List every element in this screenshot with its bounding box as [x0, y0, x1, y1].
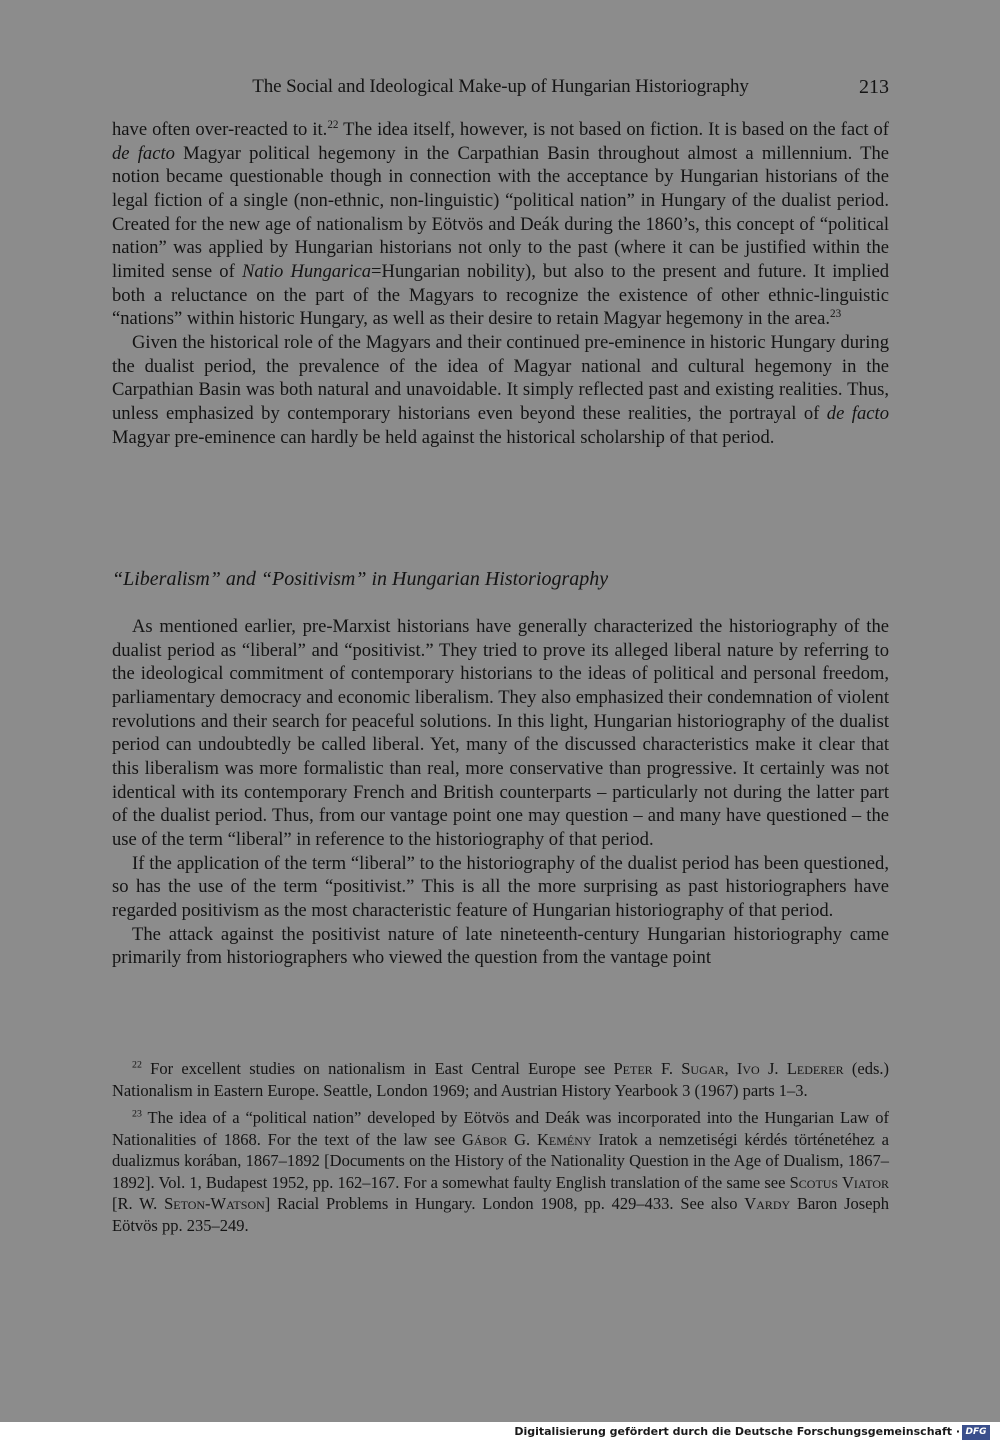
footer-bar [0, 1422, 1000, 1444]
footnote-text: Iratok a nemzetiségi kérdés történetéhez a dualizmus korában, 1867–1892 [Documents on the History of the Nationality Question in the Age of Dualism, 1867–1892]. Vol. 1, Budapest 1952, pp. 162–167. For a somewhat faulty English translation of the same see [112, 1129, 889, 1192]
footnote-text: [R. W. [112, 1194, 165, 1213]
page-number: 213 [859, 76, 889, 98]
author-name: Scotus Viator [789, 1172, 889, 1192]
footnote-number: 23 [132, 1108, 142, 1120]
footnote-number: 22 [132, 1059, 142, 1071]
author-name: Peter F. Sugar [613, 1059, 725, 1078]
footnote-23 [112, 1107, 889, 1236]
paragraph-text: The idea itself, however, is not based on fiction. It is based on the fact of [338, 119, 889, 140]
footnote-text: (eds.) Nationalism in Eastern Europe. Seattle, London 1969; and Austrian History Yearbook 3 (1967) parts 1–3. [112, 1059, 890, 1100]
paragraph-1 [112, 118, 889, 331]
paragraph-4: If the application of the term “liberal” to the historiography of the dualist period has been questioned, so has the use of the term “positivist.” This is all the more surprising as past historiographers have regarded positivism as the most characteristic feature of Hungarian historiography of that period. [112, 852, 889, 921]
section-heading: “Liberalism” and “Positivism” in Hungarian Historiography [112, 568, 609, 590]
author-name: Seton-Watson [164, 1194, 265, 1213]
funding-credit: Digitalisierung gefördert durch die Deutsche Forschungsgemeinschaft · [514, 1425, 960, 1438]
footnote-text: The idea of a “political nation” developed by Eötvös and Deák was incorporated into the Hungarian Law of Nationalities of 1868. For the text of the law see [112, 1108, 889, 1149]
running-title: The Social and Ideological Make-up of Hungarian Historiography [252, 76, 749, 97]
footnote-text: Baron Joseph Eötvös pp. 235–249. [112, 1194, 889, 1235]
paragraph-5: The attack against the positivist nature of late nineteenth-century Hungarian historiography came primarily from historiographers who viewed the question from the vantage point [112, 923, 889, 969]
paragraph-2 [112, 331, 889, 449]
section-body [112, 615, 889, 970]
paragraph-text: Given the historical role of the Magyars and their continued pre-eminence in historic Hungary during the dualist period, the prevalence of the idea of Magyar national and cultural hegemony in the Carpathian Basin was both natural and unavoidable. It simply reflected past and existing realities. Thus, unless emphasized by contemporary historians even beyond these realities, the portrayal of [112, 331, 889, 424]
footnote-text: ] Racial Problems in Hungary. London 1908, pp. 429–433. See also [264, 1194, 745, 1213]
footnote-ref-22: 22 [327, 118, 339, 131]
paragraph-text: have often over-reacted to it. [112, 119, 328, 140]
page-header [112, 76, 889, 106]
italic-term: de facto [826, 402, 889, 424]
dfg-logo[interactable]: DFG [962, 1425, 990, 1440]
paragraph-text: Magyar political hegemony in the Carpathian Basin throughout almost a millennium. The notion became questionable though in connection with the acceptance by Hungarian historians of the legal fiction of a single (non-ethnic, non-linguistic) “political nation” in Hungary of the dualist period. Created for the new age of nationalism by Eötvös and Deák during the 1860’s, this concept of “political nation” was applied by Hungarian historians not only to the past (where it can be justified within the limited sense of [112, 142, 889, 282]
body-text [112, 118, 889, 449]
footnote-text: , [724, 1059, 737, 1078]
italic-term: de facto [112, 142, 175, 164]
footnote-22 [112, 1058, 889, 1101]
author-name: Vardy [744, 1194, 791, 1213]
paragraph-text: Magyar pre-eminence can hardly be held against the historical scholarship of that period. [112, 426, 775, 448]
author-name: Gábor G. Kemény [462, 1129, 592, 1149]
footnote-ref-23: 23 [830, 308, 842, 321]
paragraph-3: As mentioned earlier, pre-Marxist historians have generally characterized the historiography of the dualist period as “liberal” and “positivist.” They tried to prove its alleged liberal nature by referring to the ideological commitment of contemporary historians to the ideas of political and personal freedom, parliamentary democracy and economic liberalism. They also emphasized their condemnation of violent revolutions and their search for peaceful solutions. In this light, Hungarian historiography of the dualist period can undoubtedly be called liberal. Yet, many of the discussed characteristics make it clear that this liberalism was more formalistic than real, more conservative than progressive. It certainly was not identical with its contemporary French and British counterparts – particularly not during the latter part of the dualist period. Thus, from our vantage point one may question – and many have questioned – the use of the term “liberal” in reference to the historiography of that period. [112, 616, 889, 850]
author-name: Ivo J. Lederer [736, 1059, 844, 1078]
italic-term: Natio Hungarica [241, 260, 372, 282]
section [112, 565, 889, 593]
footnote-text: For excellent studies on nationalism in East Central Europe see [141, 1059, 614, 1078]
footnotes [112, 1058, 889, 1236]
paragraph-text: =Hungarian nobility), but also to the present and future. It implied both a reluctance on the part of the Magyars to recognize the existence of other ethnic-linguistic “nations” within historic Hungary, as well as their desire to retain Magyar hegemony in the area. [112, 260, 890, 330]
